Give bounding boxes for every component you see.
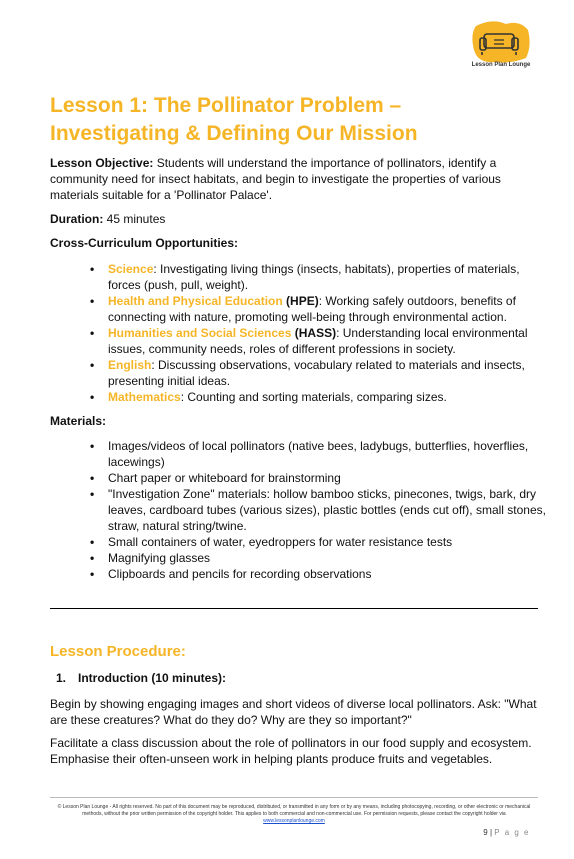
- section-divider: [50, 608, 538, 609]
- page-separator: |: [487, 828, 495, 837]
- logo-text: Lesson Plan Lounge: [471, 62, 531, 68]
- lesson-objective: [50, 155, 540, 203]
- intro-paragraph-2: Facilitate a class discussion about the role of pollinators in our food supply and ecosystem. Emphasise their often-unseen work in helping plants produce fruits and vegetables.: [50, 736, 532, 766]
- website-link[interactable]: www.lessonplanlounge.com: [263, 818, 325, 824]
- lesson-title: [50, 92, 540, 148]
- lesson-duration: [50, 211, 540, 227]
- list-item: • Clipboards and pencils for recording observations: [108, 566, 548, 582]
- cross-curriculum-heading: Cross-Curriculum Opportunities:: [50, 236, 239, 250]
- list-item: • English: Discussing observations, vocabulary related to materials and insects, presenting initial ideas.: [108, 357, 548, 389]
- list-item: • "Investigation Zone" materials: hollow bamboo sticks, pinecones, twigs, bark, dry leaves, cardboard tubes (various sizes), plastic bottles (ends cut off), small stones, straw, natural string/twine.: [108, 486, 548, 534]
- duration-value: 45 minutes: [103, 212, 166, 226]
- list-item: • Images/videos of local pollinators (native bees, ladybugs, butterflies, hoverflies, lacewings): [108, 438, 548, 470]
- list-item: • Magnifying glasses: [108, 550, 548, 566]
- title-line-2: Investigating & Defining Our Mission: [50, 122, 418, 145]
- list-item: • Science: Investigating living things (insects, habitats), properties of materials, forces (push, pull, weight).: [108, 261, 548, 293]
- list-item: • Small containers of water, eyedroppers for water resistance tests: [108, 534, 548, 550]
- objective-text: Students will understand the importance of pollinators, identify a community need for insect habitats, and begin to investigate the properties of various materials suitable for a 'Pollinator Palace'.: [50, 156, 501, 202]
- list-item: • Chart paper or whiteboard for brainstorming: [108, 470, 548, 486]
- procedure-heading: Lesson Procedure:: [50, 643, 186, 660]
- page-number-value: 9: [483, 828, 488, 837]
- list-item: • Mathematics: Counting and sorting materials, comparing sizes.: [108, 389, 548, 405]
- footer-divider: [50, 797, 538, 798]
- duration-label: Duration:: [50, 212, 104, 226]
- list-item: • Health and Physical Education (HPE): Working safely outdoors, benefits of connecting with nature, promoting well-being through environmental action.: [108, 293, 548, 325]
- step-number: 1.: [56, 671, 67, 685]
- title-line-1: Lesson 1: The Pollinator Problem –: [50, 94, 402, 117]
- page-label: P a g e: [494, 828, 530, 837]
- cross-curriculum-list: [88, 261, 548, 405]
- intro-paragraph-1: Begin by showing engaging images and short videos of diverse local pollinators. Ask: "What are these creatures? What do they do? Why are they so important?": [50, 697, 537, 727]
- copyright-text: © Lesson Plan Lounge - All rights reserved. No part of this document may be reproduced, distributed, or transmitted in any form or by any means, including photocopying, recording, or other electronic or mechanical methods, without the prior written permission of the copyright holder. This applies to both commercial and non-commercial use. For permission requests, please contact the copyright holder via: [57, 804, 531, 817]
- list-item: • Humanities and Social Sciences (HASS): Understanding local environmental issues, community needs, roles of different professions in society.: [108, 325, 548, 357]
- step-label: Introduction (10 minutes):: [78, 671, 227, 685]
- materials-heading: Materials:: [50, 414, 107, 428]
- page-number: [483, 828, 530, 837]
- copyright-footer: [50, 804, 538, 825]
- materials-list: [88, 438, 548, 582]
- objective-label: Lesson Objective:: [50, 156, 154, 170]
- procedure-step-1: [56, 671, 226, 685]
